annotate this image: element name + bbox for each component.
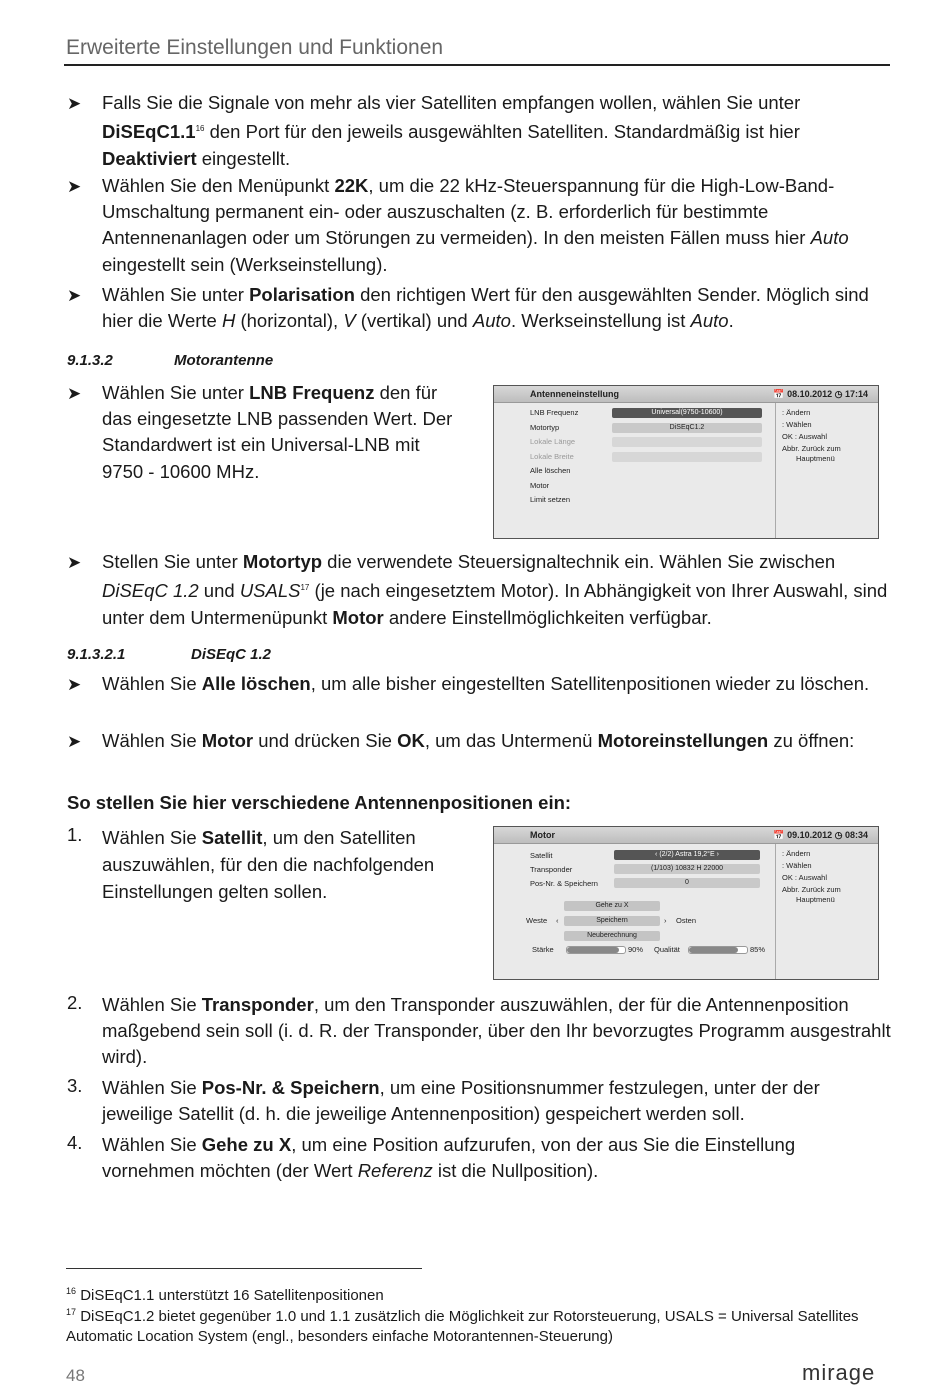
help-waehlen: : Wählen: [782, 420, 812, 429]
menu-lokale-laenge[interactable]: Lokale Länge: [530, 437, 576, 446]
footnote-text: DiSEqC1.1 unterstützt 16 Satellitenpositionen: [80, 1287, 384, 1304]
screen-help-panel: [775, 844, 878, 979]
staerke-value: 90%: [628, 945, 644, 954]
value-lokale-laenge: [612, 437, 762, 447]
header-rule: [64, 64, 890, 66]
bullet-arrow: ➤: [67, 177, 82, 196]
value-pos-nr[interactable]: 0: [614, 878, 760, 888]
neuberechnung-button[interactable]: Neuberechnung: [564, 931, 660, 941]
qualitaet-meter: [688, 946, 748, 954]
help-auswahl: OK : Auswahl: [782, 873, 828, 882]
value-transponder[interactable]: (1/103) 10832 H 22000: [614, 864, 760, 874]
value-satellit-text: (2/2) Astra 19,2°E: [659, 851, 715, 858]
qualitaet-value: 85%: [750, 945, 766, 954]
step-number: 2.: [67, 992, 83, 1013]
footnote-text: DiSEqC1.2 bietet gegenüber 1.0 und 1.1 zusätzlich die Möglichkeit zur Rotorsteuerung, USALS = Universal Satellites Automatic Location System (engl., besonders einfache Motorantennen-Steuerung): [66, 1308, 859, 1345]
screen-titlebar: [494, 827, 878, 844]
step-number: 4.: [67, 1132, 83, 1153]
chevron-left-icon[interactable]: ‹: [556, 916, 559, 925]
speichern-button[interactable]: Speichern: [564, 916, 660, 926]
screen-datetime: 📅 08.10.2012 ◷ 17:14: [773, 389, 868, 399]
bullet-arrow: ➤: [67, 553, 82, 572]
gehe-zu-x-button[interactable]: Gehe zu X: [564, 901, 660, 911]
menu-transponder[interactable]: Transponder: [530, 865, 573, 874]
step-number: 1.: [67, 824, 83, 845]
menu-lnb-frequenz[interactable]: LNB Frequenz: [530, 408, 579, 417]
paragraph-22k: Wählen Sie den Menüpunkt 22K, um die 22 kHz-Steuerspannung für die High-Low-Band-Umschaltung permanent ein- oder auszuschalten (z. B. erforderlich für bestimmte Antennenanlagen oder um Störungen zu vermeiden). In den meisten Fällen muss hier Auto eingestellt sein (Werkseinstellung).: [102, 175, 849, 275]
menu-pos-nr[interactable]: Pos-Nr. & Speichern: [530, 879, 598, 888]
qualitaet-fill: [689, 947, 738, 953]
screen-time: 17:14: [844, 389, 868, 399]
step-satellit: Wählen Sie Satellit, um den Satelliten auszuwählen, für den die nachfolgenden Einstellungen gelten sollen.: [102, 827, 435, 902]
bullet-arrow: ➤: [67, 94, 82, 113]
value-motortyp[interactable]: DiSEqC1.2: [612, 423, 762, 433]
value-lokale-breite: [612, 452, 762, 462]
staerke-meter: [566, 946, 626, 954]
menu-motortyp[interactable]: Motortyp: [530, 423, 560, 432]
help-zurueck: Abbr. Zurück zum: [782, 444, 841, 453]
section-number: 9.1.3.2: [67, 352, 113, 369]
screenshot-motor: [493, 826, 879, 980]
screen-title: Motor: [530, 830, 555, 840]
footnote-marker: 17: [66, 1307, 77, 1317]
help-auswahl: OK : Auswahl: [782, 432, 828, 441]
qualitaet-label: Qualität: [654, 945, 680, 954]
section-title: Motorantenne: [174, 352, 274, 369]
west-label: Weste: [526, 916, 548, 925]
help-hauptmenue: Hauptmenü: [796, 895, 835, 904]
menu-alle-loeschen[interactable]: Alle löschen: [530, 466, 571, 475]
paragraph-alle-loeschen: Wählen Sie Alle löschen, um alle bisher eingestellten Satellitenpositionen wieder zu löschen.: [102, 673, 870, 694]
east-label: Osten: [676, 916, 697, 925]
screen-titlebar: [494, 386, 878, 403]
step-pos-nr: Wählen Sie Pos-Nr. & Speichern, um eine Positionsnummer festzulegen, unter der der jeweilige Satellit (d. h. die jeweilige Antennenposition) gespeichert werden soll.: [102, 1077, 820, 1125]
paragraph-motortyp: Stellen Sie unter Motortyp die verwendete Steuersignaltechnik ein. Wählen Sie zwischen DiSEqC 1.2 und USALS$^{17}$ (je nach eingesetztem Motor). In Abhängigkeit von Ihrer Auswahl, sind unter dem Untermenüpunkt Motor andere Einstellmöglichkeiten verfügbar.: [102, 551, 888, 628]
paragraph-polarisation: Wählen Sie unter Polarisation den richtigen Wert für den ausgewählten Sender. Möglich sind hier die Werte H (horizontal), V (vertikal) und Auto. Werkseinstellung ist Auto.: [102, 284, 869, 332]
staerke-label: Stärke: [532, 945, 554, 954]
screen-help-panel: [775, 403, 878, 538]
screen-date: 09.10.2012: [787, 830, 833, 840]
menu-satellit[interactable]: Satellit: [530, 851, 553, 860]
paragraph-motor: Wählen Sie Motor und drücken Sie OK, um das Untermenü Motoreinstellungen zu öffnen:: [102, 730, 855, 751]
footnote-17: [66, 1302, 886, 1347]
screen-datetime: 📅 09.10.2012 ◷ 08:34: [773, 830, 868, 840]
footnote-rule: [66, 1268, 422, 1269]
bullet-arrow: ➤: [67, 732, 82, 751]
paragraph-diseqc11: Falls Sie die Signale von mehr als vier Satelliten empfangen wollen, wählen Sie unter $DiSEqC1.1^{16}$ den Port für den jeweils ausgewählten Satelliten. Standardmäßig ist hier Deaktiviert eingestellt.: [102, 92, 801, 169]
help-aendern: : Ändern: [782, 849, 811, 858]
screen-title: Antenneneinstellung: [530, 389, 620, 399]
help-hauptmenue: Hauptmenü: [796, 454, 835, 463]
page-number: 48: [66, 1366, 85, 1385]
menu-motor[interactable]: Motor: [530, 481, 550, 490]
bullet-arrow: ➤: [67, 384, 82, 403]
step-number: 3.: [67, 1075, 83, 1096]
staerke-fill: [567, 947, 619, 953]
screen-time: 08:34: [844, 830, 868, 840]
help-aendern: : Ändern: [782, 408, 811, 417]
screenshot-antenneneinstellung: [493, 385, 879, 539]
bullet-arrow: ➤: [67, 286, 82, 305]
chevron-right-icon[interactable]: ›: [664, 916, 667, 925]
section-title: DiSEqC 1.2: [191, 646, 272, 663]
section-number: 9.1.3.2.1: [67, 646, 126, 663]
bullet-arrow: ➤: [67, 675, 82, 694]
screen-date: 08.10.2012: [787, 389, 833, 399]
menu-lokale-breite[interactable]: Lokale Breite: [530, 452, 574, 461]
help-zurueck: Abbr. Zurück zum: [782, 885, 841, 894]
help-waehlen: : Wählen: [782, 861, 812, 870]
mirage-logo: mirage: [802, 1360, 876, 1385]
subheading: So stellen Sie hier verschiedene Antennenpositionen ein:: [67, 792, 572, 813]
menu-limit-setzen[interactable]: Limit setzen: [530, 495, 571, 504]
step-gehe-zu-x: Wählen Sie Gehe zu X, um eine Position aufzurufen, von der aus Sie die Einstellung vornehmen möchten (der Wert Referenz ist die Nullposition).: [102, 1134, 796, 1182]
value-satellit[interactable]: ‹ (2/2) Astra 19,2°E ›: [614, 850, 760, 860]
paragraph-lnb: Wählen Sie unter LNB Frequenz den für das eingesetzte LNB passenden Wert. Der Standardwert ist ein Universal-LNB mit 9750 - 10600 MHz.: [102, 382, 453, 482]
running-header: Erweiterte Einstellungen und Funktionen: [66, 36, 444, 59]
step-transponder: Wählen Sie Transponder, um den Transponder auszuwählen, der für die Antennenposition maßgebend sein soll (i. d. R. der Transponder, über den Ihr bevorzugtes Programm ausgestrahlt wird).: [102, 994, 891, 1068]
value-lnb-frequenz[interactable]: Universal(9750-10600): [612, 408, 762, 418]
footnote-marker: 16: [66, 1286, 77, 1296]
